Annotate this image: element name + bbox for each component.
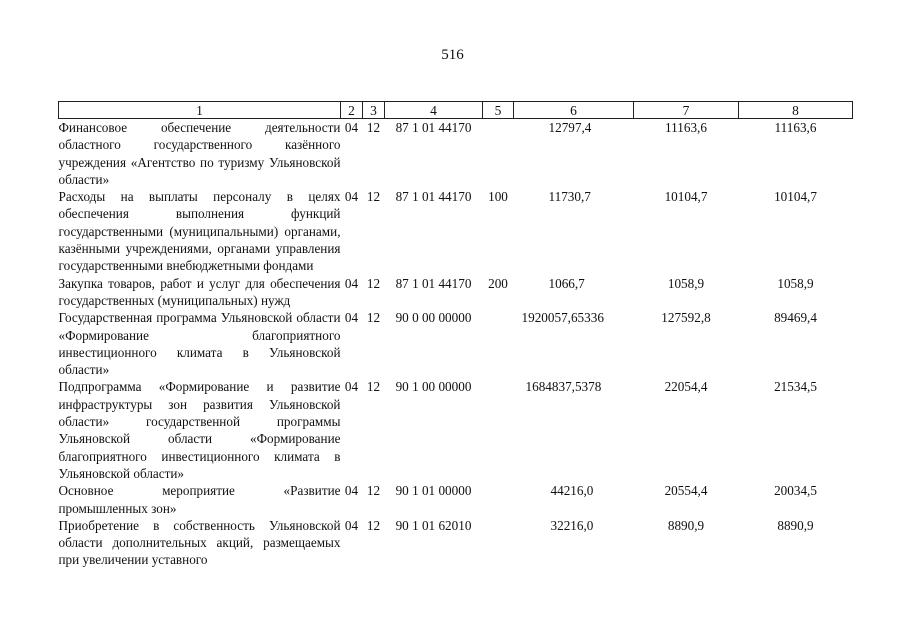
row-value-col7: 10104,7 bbox=[664, 189, 708, 205]
row-name: Подпрограмма «Формирование и развитие инфраструктуры зон развития Ульяновской области» государственной программы Ульяновской области «Формирование благоприятного инвестиционного климата в Ульяновской области» bbox=[58, 379, 341, 481]
header-cell-2: 2 bbox=[341, 102, 363, 119]
header-cell-3: 3 bbox=[363, 102, 385, 119]
table-row bbox=[59, 188, 853, 274]
row-value-col6-text: 11730,7 bbox=[548, 189, 591, 205]
row-subsection: 12 bbox=[366, 275, 381, 291]
row-section: 04 bbox=[344, 189, 359, 205]
row-section: 04 bbox=[344, 517, 359, 533]
row-value-col8: 8890,9 bbox=[777, 517, 814, 533]
row-name: Финансовое обеспечение деятельности областного государственного казённого учреждения «Агентство по туризму Ульяновской области» bbox=[58, 120, 341, 187]
row-section: 04 bbox=[344, 275, 359, 291]
row-target-code: 87 1 01 44170 bbox=[395, 189, 472, 205]
row-value-col6 bbox=[514, 188, 634, 274]
row-target-code: 90 1 00 00000 bbox=[395, 379, 472, 395]
row-value-col7: 11163,6 bbox=[665, 120, 707, 135]
row-expense-type: 100 bbox=[488, 189, 508, 205]
header-cell-7: 7 bbox=[634, 102, 739, 119]
row-section: 04 bbox=[344, 310, 359, 326]
row-expense-type bbox=[483, 309, 514, 378]
row-value-col6 bbox=[514, 119, 634, 189]
row-section: 04 bbox=[344, 379, 359, 395]
row-name: Приобретение в собственность Ульяновской области дополнительных акций, размещаемых при увеличении уставного bbox=[58, 517, 341, 568]
row-value-col8: 10104,7 bbox=[774, 189, 817, 205]
row-value-col6 bbox=[514, 275, 634, 310]
table-row bbox=[59, 482, 853, 517]
row-value-col6-text: 32216,0 bbox=[550, 517, 594, 533]
row-value-col6-text: 1684837,5378 bbox=[525, 379, 602, 395]
header-cell-6: 6 bbox=[514, 102, 634, 119]
row-subsection: 12 bbox=[366, 379, 381, 395]
row-target-code: 87 1 01 44170 bbox=[395, 120, 472, 135]
row-name: Основное мероприятие «Развитие промышленных зон» bbox=[58, 483, 341, 516]
row-value-col7: 8890,9 bbox=[667, 517, 705, 533]
row-expense-type: 200 bbox=[488, 275, 508, 291]
row-target-code: 90 0 00 00000 bbox=[395, 310, 472, 326]
header-cell-4: 4 bbox=[385, 102, 483, 119]
row-value-col6-text: 1920057,65336 bbox=[521, 310, 604, 326]
header-cell-1: 1 bbox=[59, 102, 341, 119]
row-expense-type bbox=[483, 482, 514, 517]
table-row bbox=[59, 378, 853, 482]
row-target-code: 90 1 01 62010 bbox=[395, 517, 472, 533]
row-value-col6 bbox=[514, 309, 634, 378]
row-value-col6-text: 1066,7 bbox=[548, 275, 585, 291]
row-value-col6 bbox=[514, 517, 634, 569]
header-cell-8: 8 bbox=[739, 102, 853, 119]
header-cell-5: 5 bbox=[483, 102, 514, 119]
row-subsection: 12 bbox=[366, 310, 381, 326]
header-row bbox=[59, 102, 853, 119]
row-value-col6-text: 12797,4 bbox=[548, 120, 592, 135]
row-value-col7: 1058,9 bbox=[667, 275, 705, 291]
table-row bbox=[59, 119, 853, 189]
row-subsection: 12 bbox=[366, 483, 381, 499]
page-number: 516 bbox=[441, 47, 464, 63]
row-value-col6 bbox=[514, 482, 634, 517]
row-subsection: 12 bbox=[366, 120, 381, 135]
row-target-code: 90 1 01 00000 bbox=[395, 483, 472, 499]
row-name: Государственная программа Ульяновской области «Формирование благоприятного инвестиционного климата в Ульяновской области» bbox=[58, 310, 341, 378]
row-subsection: 12 bbox=[366, 189, 381, 205]
row-value-col8: 20034,5 bbox=[774, 483, 817, 499]
budget-table bbox=[58, 101, 853, 569]
table-row bbox=[59, 517, 853, 569]
row-section: 04 bbox=[344, 120, 359, 135]
row-value-col7: 22054,4 bbox=[664, 379, 708, 395]
row-value-col7: 127592,8 bbox=[661, 310, 711, 326]
row-target-code: 87 1 01 44170 bbox=[395, 275, 472, 291]
row-value-col6 bbox=[514, 378, 634, 482]
row-name: Расходы на выплаты персоналу в целях обеспечения выполнения функций государственными (муниципальными) органами, казёнными учреждениями, органами управления государственными внебюджетными фондами bbox=[58, 189, 341, 274]
row-section: 04 bbox=[344, 483, 359, 499]
row-expense-type bbox=[483, 517, 514, 569]
row-value-col8: 11163,6 bbox=[774, 120, 817, 135]
row-value-col7: 20554,4 bbox=[664, 483, 708, 499]
row-value-col8: 1058,9 bbox=[777, 275, 814, 291]
row-value-col8: 21534,5 bbox=[774, 379, 817, 395]
table-row bbox=[59, 275, 853, 310]
row-name: Закупка товаров, работ и услуг для обеспечения государственных (муниципальных) нужд bbox=[58, 275, 341, 308]
row-subsection: 12 bbox=[366, 517, 381, 533]
table-row bbox=[59, 309, 853, 378]
table-header bbox=[59, 102, 853, 119]
row-value-col6-text: 44216,0 bbox=[550, 483, 594, 499]
row-expense-type bbox=[483, 119, 514, 189]
row-value-col8: 89469,4 bbox=[774, 310, 817, 326]
row-expense-type bbox=[483, 378, 514, 482]
